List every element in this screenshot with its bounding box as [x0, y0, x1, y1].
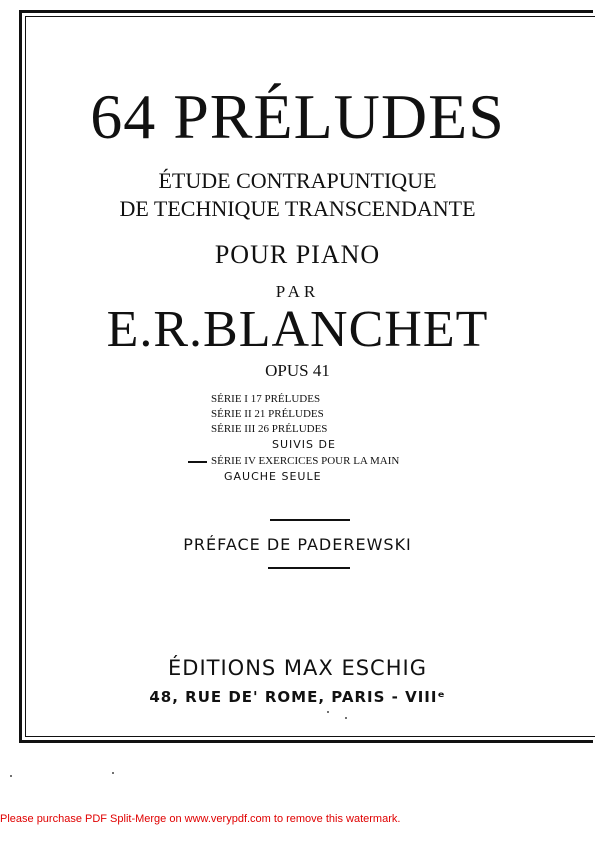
opus-number: OPUS 41 [265, 361, 330, 380]
publisher-address: 48, RUE DE' ROME, PARIS - VIIIᵉ [149, 688, 446, 706]
subtitle-line-2: DE TECHNIQUE TRANSCENDANTE [119, 196, 476, 221]
subtitle-line-1: ÉTUDE CONTRAPUNTIQUE [158, 168, 437, 193]
series-iv-dash [188, 461, 207, 463]
divider-top [270, 519, 350, 521]
preface-credit: PRÉFACE DE PADEREWSKI [183, 535, 412, 554]
publisher-name: ÉDITIONS MAX ESCHIG [168, 656, 427, 680]
series-i: SÉRIE I 17 PRÉLUDES [211, 393, 321, 405]
speck [112, 772, 114, 774]
composer-name: E.R.BLANCHET [106, 301, 489, 358]
series-iv: SÉRIE IV EXERCICES POUR LA MAIN [211, 455, 400, 467]
series-ii: SÉRIE II 21 PRÉLUDES [211, 408, 324, 420]
speck [327, 711, 329, 713]
speck [345, 717, 347, 719]
instrument-line: POUR PIANO [214, 240, 381, 269]
by-line: PAR [275, 282, 320, 301]
watermark-text: Please purchase PDF Split-Merge on www.verypdf.com to remove this watermark. [0, 813, 401, 825]
series-iv-continuation: GAUCHE SEULE [224, 470, 322, 483]
cover-title: 64 PRÉLUDES [90, 81, 505, 152]
speck [10, 775, 12, 777]
suivis-de: SUIVIS DE [272, 438, 336, 451]
divider-bottom [268, 567, 350, 569]
series-iii: SÉRIE III 26 PRÉLUDES [211, 423, 328, 435]
